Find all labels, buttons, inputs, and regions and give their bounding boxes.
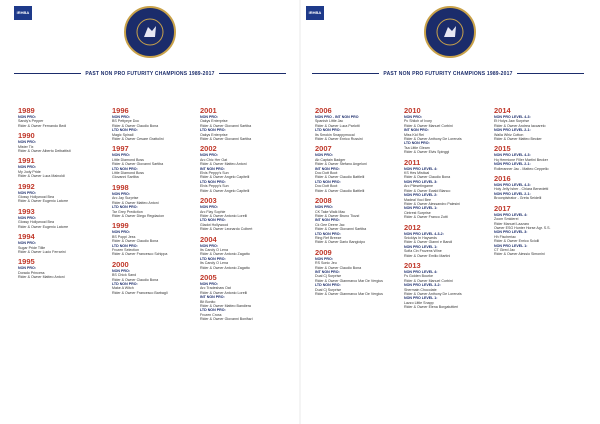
- horse-rider-line: Rider & Owner Eugenio Latorre: [18, 224, 69, 229]
- class-level-label: LTD NON PRO:: [112, 166, 138, 171]
- horse-rider-line: Zoom Smiderei: [494, 217, 519, 222]
- horse-rider-line: Et Holys Jaw Surprise: [494, 119, 530, 124]
- horse-rider-line: Rider & Owner Claudio Bona: [404, 175, 451, 180]
- horse-rider-line: Rider & Owner Leonardo Colbert: [200, 227, 253, 232]
- horse-rider-line: Rider & Owner Giovanni Sartiba: [112, 162, 164, 167]
- class-level-label: NON PRO LEVEL 4:: [404, 269, 438, 274]
- horse-rider-line: Rider Manuel Lazzaro: [494, 221, 530, 226]
- horse-rider-line: Madeal Voci Bee: [404, 197, 431, 202]
- horse-rider-line: Dual Cj Surprise: [315, 274, 342, 279]
- year-heading: 1992: [18, 181, 35, 191]
- class-level-label: LTD NON PRO:: [200, 179, 226, 184]
- horse-rider-line: Rider & Owner Alessio Simonini: [494, 252, 545, 257]
- horse-rider-line: Mister Tix: [18, 144, 34, 149]
- champions-column: [200, 107, 284, 326]
- champion-year-entry: [18, 132, 102, 153]
- class-level-label: NON PRO:: [18, 241, 36, 246]
- year-heading: 2005: [200, 272, 217, 282]
- horse-rider-line: Frozen Selection: [112, 247, 139, 252]
- class-level-label: LTD NON PRO:: [315, 128, 341, 133]
- class-level-label: NON PRO:: [404, 115, 422, 119]
- class-level-label: NON PRO LEVEL 3:: [494, 230, 528, 235]
- horse-rider-line: Pc Shiloh of Ivory: [404, 119, 432, 124]
- horse-rider-line: Elvis Peppy's Sun: [200, 171, 229, 176]
- class-level-label: NON PRO LEVEL 2-1:: [494, 191, 531, 196]
- class-level-label: NON PRO:: [200, 153, 218, 158]
- champion-year-entry: [112, 184, 196, 218]
- class-level-label: NON PRO:: [112, 191, 130, 196]
- year-heading: 2001: [200, 106, 217, 115]
- year-heading: 2011: [404, 157, 421, 167]
- horse-rider-line: Rider & Owner Cesare Grattolini: [112, 137, 164, 142]
- horse-rider-line: Ck Gee Deere Jac: [315, 222, 345, 227]
- class-level-label: NON PRO:: [315, 256, 333, 261]
- class-level-label: LTD NON PRO:: [200, 218, 226, 223]
- year-heading: 2010: [404, 106, 421, 115]
- horse-rider-line: Rider & Owner Luca Parlotti: [315, 123, 360, 128]
- title-banner-left: [14, 66, 286, 81]
- class-level-label: NON PRO:: [112, 268, 130, 273]
- irhba-logo-left: IRHBA: [14, 6, 32, 20]
- horse-crest-icon: [435, 17, 465, 47]
- horse-rider-line: Rolleranner Jac - Matteo Ceppello: [494, 166, 549, 171]
- class-level-label: NON PRO LEVEL 1:: [404, 296, 438, 301]
- horse-rider-line: Gladot Hollywood: [200, 222, 229, 227]
- horse-rider-line: Its Candy O Lena: [200, 261, 228, 266]
- champions-column: [315, 107, 399, 300]
- champion-year-entry: [112, 261, 196, 295]
- champion-year-entry: [315, 145, 399, 193]
- horse-rider-line: Rider & Owner Elvis Spinggi: [404, 150, 450, 155]
- class-level-label: NON PRO:: [18, 215, 36, 220]
- year-heading: 2006: [315, 106, 332, 115]
- year-heading: 1993: [18, 206, 35, 216]
- champion-year-entry: [200, 236, 284, 270]
- champion-year-entry: [112, 222, 196, 256]
- year-heading: 2012: [404, 222, 421, 232]
- class-level-label: NON PRO LEVEL 2-1:: [494, 128, 531, 133]
- crest-emblem-right: [424, 6, 476, 58]
- class-level-label: NON PRO:: [315, 205, 333, 210]
- horse-rider-line: Holy Jelly Isher - Chiara Benedetti: [494, 187, 549, 192]
- year-heading: 2013: [404, 260, 421, 270]
- horse-rider-line: Giovanni Sartiba: [112, 175, 139, 180]
- year-heading: 2015: [494, 144, 511, 154]
- class-level-label: NON PRO LEVEL 1:: [494, 243, 528, 248]
- page-title: PAST NON PRO FUTURITY CHAMPIONS 1989-2017: [383, 70, 513, 77]
- champion-year-entry: [18, 208, 102, 229]
- class-level-label: LTD NON PRO:: [200, 308, 226, 313]
- champion-year-entry: [494, 175, 578, 201]
- class-level-label: LTD NON PRO:: [112, 243, 138, 248]
- champion-year-entry: [18, 233, 102, 254]
- horse-rider-line: Arc Chic Her Oat: [200, 157, 228, 162]
- class-level-label: NON PRO LEVEL 4:: [404, 166, 438, 171]
- year-heading: 1994: [18, 232, 35, 242]
- champion-year-entry: [18, 157, 102, 178]
- horse-rider-line: Little Diamond Boss: [112, 171, 144, 176]
- horse-rider-line: Hq Hermione Filler Martini Becker: [494, 157, 548, 162]
- horse-rider-line: Its Smokin Snappymocal: [315, 132, 355, 137]
- year-heading: 1990: [18, 131, 35, 141]
- class-level-label: NON PRO:: [18, 115, 36, 119]
- horse-rider-line: Rider & Owner Matteo Bandiera: [200, 304, 251, 308]
- champion-year-entry: [494, 145, 578, 171]
- champions-column: [112, 107, 196, 299]
- champion-year-entry: [315, 107, 399, 141]
- horse-rider-line: Broonpistrator - Greta Seidelli: [494, 196, 542, 201]
- crest-emblem-left: [124, 6, 176, 58]
- class-level-label: INT NON PRO:: [315, 166, 340, 171]
- horse-rider-line: Arc Flay Sophie: [200, 209, 226, 214]
- horse-rider-line: Arc Tradeshaw Oat: [200, 286, 231, 291]
- class-level-label: NON PRO:: [18, 266, 36, 271]
- horse-rider-line: Frozen Cross: [200, 312, 222, 317]
- horse-crest-icon: [135, 17, 165, 47]
- class-level-label: NON PRO LEVEL 1:: [404, 244, 438, 249]
- class-level-label: NON PRO LEVEL 4-3:: [494, 183, 531, 188]
- horse-rider-line: Magic Spinall: [112, 132, 134, 137]
- champions-column: [18, 107, 102, 284]
- year-heading: 2017: [494, 203, 511, 213]
- year-heading: 1998: [112, 182, 129, 192]
- class-level-label: NON PRO:: [200, 205, 218, 210]
- horse-rider-line: Rider & Owner Matteo Antoni: [200, 162, 247, 167]
- champion-year-entry: [404, 224, 488, 258]
- champion-year-entry: [200, 197, 284, 231]
- class-level-label: INT NON PRO:: [315, 218, 340, 223]
- champion-year-entry: [315, 249, 399, 297]
- horse-rider-line: Rider & Owner Anthony De Lorenzis: [404, 137, 462, 142]
- horse-rider-line: Little Diamond Boss: [112, 157, 144, 162]
- year-heading: 1995: [18, 257, 35, 267]
- champion-year-entry: [315, 197, 399, 245]
- year-heading: 1997: [112, 144, 129, 154]
- horse-rider-line: Rider & Owner Matteo Antoni: [112, 200, 159, 205]
- horse-rider-line: Rider & Owner Claudio Bona: [315, 265, 362, 270]
- class-level-label: INT NON PRO:: [200, 295, 225, 300]
- horse-rider-line: Elvis Peppy's Sun: [200, 184, 229, 189]
- horse-rider-line: Rider & Owner Angelo Capitelli: [200, 188, 250, 193]
- horse-rider-line: CT Gired Jac: [494, 247, 516, 252]
- year-heading: 2008: [315, 196, 332, 206]
- horse-rider-line: Rider & Owner Eugenio Latorre: [18, 199, 69, 204]
- year-heading: 2016: [494, 174, 511, 184]
- year-heading: 1999: [112, 221, 129, 231]
- horse-rider-line: Tar Grey Prediction: [112, 209, 143, 214]
- horse-rider-line: BS Pettyeye Doc: [112, 119, 140, 124]
- horse-rider-line: Fs Golden Bourke: [404, 274, 433, 279]
- horse-rider-line: Rider & Owner Alessandro Palesini: [404, 201, 460, 206]
- horse-rider-line: Sandy's Pepper: [18, 119, 44, 124]
- horse-rider-line: Glossy Hollywood Bea: [18, 195, 54, 200]
- horse-rider-line: Make A Witch: [112, 286, 134, 291]
- horse-rider-line: Rider & Owner Giovanni Bonifazi: [200, 317, 253, 322]
- champion-year-entry: [112, 145, 196, 179]
- champion-year-entry: [200, 145, 284, 193]
- champion-year-entry: [200, 107, 284, 141]
- horse-rider-line: Rider & Owner Bruno Tiozzi: [315, 213, 360, 218]
- class-level-label: NON PRO LEVEL 4:: [494, 212, 528, 217]
- horse-rider-line: My Jody Pride: [18, 169, 41, 174]
- horse-rider-line: Rider & Owner Angelo Capitelli: [200, 175, 250, 180]
- year-heading: 2000: [112, 259, 129, 269]
- horse-rider-line: Doc Dott Boot: [315, 184, 338, 189]
- class-level-label: NON PRO:: [112, 153, 130, 158]
- horse-rider-line: Rider & Owner Matteo Antoni: [18, 275, 65, 280]
- class-level-label: LTD NON PRO:: [200, 128, 226, 133]
- horse-rider-line: Rider & Owner Antonio Zagatto: [200, 265, 250, 270]
- horse-rider-line: Glossy Hollywood Bea: [18, 220, 54, 225]
- class-level-label: NON PRO LEVEL 4-3:: [494, 115, 531, 119]
- horse-rider-line: Rider & Owner Elena Borgatuttieri: [404, 305, 459, 310]
- horse-rider-line: Rider & Owner Anthony De Lorenzis: [404, 292, 462, 296]
- horse-rider-line: Cintrest Surprise: [404, 210, 431, 215]
- class-level-label: INT NON PRO:: [200, 166, 225, 171]
- horse-rider-line: Rider & Owner Gianmarco Mar De Vergius: [315, 278, 383, 283]
- horse-rider-line: Rider & Owner Giovanni Sartiba: [200, 137, 252, 142]
- champion-year-entry: [18, 107, 102, 128]
- class-level-label: LTD NON PRO:: [315, 283, 341, 288]
- year-heading: 1991: [18, 156, 35, 166]
- horse-rider-line: RS Sonic Jeu: [315, 261, 337, 266]
- horse-rider-line: Rider & Owner Enrico Sciolli: [494, 239, 540, 244]
- horse-rider-line: Rider & Owner Claudio Bona: [112, 239, 159, 244]
- year-heading: 2009: [315, 247, 332, 257]
- champion-year-entry: [112, 107, 196, 141]
- title-banner-right: [312, 66, 584, 81]
- year-heading: 2007: [315, 144, 332, 154]
- horse-rider-line: Oakys Enterprise: [200, 132, 228, 137]
- horse-rider-line: Rider & Owner Enrico Russini: [315, 137, 363, 142]
- horse-rider-line: Owner ESG Hunter Horse Agr. S.S.: [494, 225, 551, 230]
- champion-year-entry: [404, 159, 488, 220]
- class-level-label: LTD NON PRO:: [112, 205, 138, 210]
- class-level-label: LTD NON PRO:: [404, 141, 430, 146]
- class-level-label: NON PRO LEVEL 2-1:: [494, 162, 531, 167]
- class-level-label: NON PRO:: [112, 115, 130, 119]
- year-heading: 2014: [494, 106, 511, 115]
- class-level-label: NON PRO:: [200, 281, 218, 286]
- class-level-label: NON PRO LEVEL 3-2:: [404, 283, 441, 288]
- horse-rider-line: Dorado Princess: [18, 270, 45, 275]
- horse-rider-line: Rider & Owner Luca Mainoldi: [18, 174, 65, 179]
- horse-rider-line: Bit Bonito: [200, 299, 216, 304]
- year-heading: 1996: [112, 106, 129, 115]
- year-heading: 1989: [18, 106, 35, 115]
- class-level-label: NON PRO:: [18, 140, 36, 145]
- horse-rider-line: Oakys Enterprise: [200, 119, 228, 124]
- horse-rider-line: Miss Kid Rei: [404, 132, 424, 137]
- class-level-label: NON PRO LEVEL 1:: [404, 206, 438, 211]
- horse-rider-line: Spanish Little Jac: [315, 119, 344, 124]
- horse-rider-line: Shermain Chocolate: [404, 287, 437, 292]
- horse-rider-line: Arc Pilesetingame: [404, 184, 433, 189]
- horse-rider-line: Rider & Owner Francesco Barbagli: [112, 290, 168, 295]
- year-heading: 2002: [200, 144, 217, 154]
- year-heading: 2004: [200, 234, 217, 244]
- horse-rider-line: Rider & Owner Claudio Battlelli: [315, 188, 365, 193]
- champions-column: [494, 107, 578, 261]
- horse-rider-line: Rider & Owner Alberto Deibattisti: [18, 149, 71, 154]
- horse-rider-line: Rider & Owner Emilio Martini: [404, 253, 451, 258]
- horse-rider-line: Rider & Owner Claudio Bona: [112, 123, 159, 128]
- class-level-label: LTD NON PRO:: [112, 128, 138, 133]
- horse-rider-line: Doc Dott Boot: [315, 171, 338, 176]
- horse-rider-line: Rider & Owner Claudio Bona: [112, 277, 159, 282]
- horse-rider-line: Snicklys In Hayweds: [404, 235, 437, 240]
- horse-rider-line: Sugar Pride Tillie: [18, 245, 46, 250]
- class-level-label: LTD NON PRO:: [315, 231, 341, 236]
- class-level-label: NON PRO - INT NON PRO: [315, 115, 359, 119]
- class-level-label: INT NON PRO:: [315, 269, 340, 274]
- horse-rider-line: CK Take Walk Mac: [315, 209, 346, 214]
- horse-rider-line: Walla Whiz Cotton: [494, 132, 524, 137]
- horse-rider-line: Dual Cj Surprise: [315, 287, 342, 292]
- champion-year-entry: [18, 258, 102, 279]
- class-level-label: LTD NON PRO:: [315, 179, 341, 184]
- horse-rider-line: Rider & Owner Andrea Iaccarelo: [494, 123, 546, 128]
- horse-rider-line: Rider & Owner Diego Regdacion: [112, 213, 165, 218]
- class-level-label: NON PRO:: [18, 165, 36, 170]
- horse-rider-line: Rider & Owner Lucio Ferrarini: [18, 249, 66, 254]
- horse-rider-line: Its Candy O Lena: [200, 247, 228, 252]
- class-level-label: LTD NON PRO:: [200, 256, 226, 261]
- horse-rider-line: Rider & Owner Gianni e Bandi: [404, 240, 453, 245]
- horse-rider-line: Rider & Owner Giovanni Sartiba: [200, 123, 252, 128]
- champion-year-entry: [18, 183, 102, 204]
- horse-rider-line: Rider & Owner Giovanni Sartiba: [315, 227, 367, 232]
- horse-rider-line: Rider & Owner Stefano Angeloni: [315, 162, 367, 167]
- class-level-label: NON PRO:: [315, 153, 333, 158]
- class-level-label: NON PRO:: [200, 243, 218, 248]
- class-level-label: INT NON PRO:: [404, 128, 429, 133]
- horse-rider-line: Lazzo Little Snapp: [404, 300, 434, 305]
- class-level-label: NON PRO LEVEL 2:: [404, 193, 438, 198]
- champions-column: [404, 107, 488, 314]
- horse-rider-line: KS Hes Mistical: [404, 171, 430, 176]
- class-level-label: NON PRO:: [18, 190, 36, 195]
- class-level-label: NON PRO LEVEL 4-3:: [494, 153, 531, 158]
- horse-rider-line: BS Chick Sand: [112, 273, 137, 278]
- champion-year-entry: [494, 107, 578, 141]
- horse-rider-line: Rider & Owner Gianmarco Mar De Vergius: [315, 292, 383, 296]
- horse-rider-line: Rider & Owner Dario Bangiolpo: [315, 240, 366, 245]
- horse-rider-line: Ab Captain Badger: [315, 157, 346, 162]
- horse-rider-line: Hh Fischeriac: [494, 234, 516, 239]
- champion-year-entry: [494, 205, 578, 257]
- champion-year-entry: [200, 274, 284, 322]
- horse-rider-line: BS Poppi Jess: [112, 234, 136, 239]
- class-level-label: NON PRO LEVEL 3:: [404, 179, 438, 184]
- horse-rider-line: Ring Ref Breeze: [315, 235, 342, 240]
- page-fold: [299, 0, 301, 424]
- horse-rider-line: Rider & Owner Claudio Battlelli: [315, 175, 365, 180]
- horse-rider-line: Rider & Owner Manuel Corbini: [404, 123, 453, 128]
- horse-rider-line: Sofia Cin Frozens Wine: [404, 249, 442, 254]
- horse-rider-line: Rider & Owner Matteo Becker: [494, 137, 542, 142]
- horse-rider-line: Rider & Owner Manuel Corbini: [404, 278, 453, 283]
- horse-rider-line: Rider & Owner Francesco Schippa: [112, 252, 168, 257]
- horse-rider-line: Rider & Owner Franco Zotti: [404, 215, 448, 220]
- horse-rider-line: Tsa Little Gleam: [404, 145, 430, 150]
- horse-rider-line: Arc Jay Surprise: [112, 196, 139, 201]
- horse-rider-line: Rider & Owner Antonio Lorelli: [200, 290, 248, 295]
- year-heading: 2003: [200, 196, 217, 206]
- class-level-label: NON PRO:: [200, 115, 218, 119]
- horse-rider-line: Rider & Owner Ewald Bianco: [404, 188, 451, 193]
- horse-rider-line: Rider & Owner Fernando Bedi: [18, 123, 67, 128]
- horse-rider-line: Rider & Owner Antonio Zagatto: [200, 252, 250, 257]
- class-level-label: NON PRO:: [112, 230, 130, 235]
- champion-year-entry: [404, 262, 488, 310]
- class-level-label: NON PRO LEVEL 4-3-2:: [404, 231, 444, 236]
- page-title: PAST NON PRO FUTURITY CHAMPIONS 1989-2017: [85, 70, 215, 77]
- class-level-label: LTD NON PRO:: [112, 281, 138, 286]
- horse-rider-line: Rider & Owner Antonio Lorelli: [200, 213, 248, 218]
- irhba-logo-right: IRHBA: [306, 6, 324, 20]
- champion-year-entry: [404, 107, 488, 155]
